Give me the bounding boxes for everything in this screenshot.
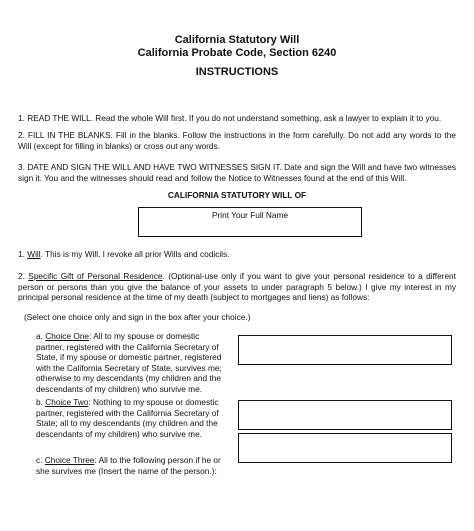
section-residence-number: 2. xyxy=(18,271,25,281)
section-will-number: 1. xyxy=(18,249,25,259)
choice-two-text: : Nothing to my spouse or domestic partner, registered with the California Secretary of State; all to my descendants (my children and the descendants of my children) who survive me. xyxy=(36,397,219,439)
document-title: California Statutory Will xyxy=(174,34,300,46)
choice-three-name-box[interactable] xyxy=(238,433,452,463)
full-name-field[interactable] xyxy=(138,207,362,237)
choice-one-prefix: a. xyxy=(36,331,46,341)
instruction-read: 1. READ THE WILL. Read the whole Will first. If you do not understand something, ask a lawyer to explain it to you. xyxy=(18,113,442,123)
choice-two xyxy=(36,397,228,439)
choice-one xyxy=(36,331,228,395)
choice-two-title: Choice Two xyxy=(45,397,89,407)
choice-three xyxy=(36,455,228,476)
choice-one-text: : All to my spouse or domestic partner, registered with the California Secretary of State, if my spouse or domestic partner, registered with the California Secretary of State, survives me; otherwise to my descendants (my children and the descendants of my children) who survive me. xyxy=(36,331,222,394)
section-will xyxy=(18,249,456,260)
choice-one-signature-box[interactable] xyxy=(238,335,452,365)
instructions-heading: INSTRUCTIONS xyxy=(195,66,279,78)
section-residence xyxy=(18,271,456,303)
will-heading: CALIFORNIA STATUTORY WILL OF xyxy=(167,190,307,200)
instruction-sign: 3. DATE AND SIGN THE WILL AND HAVE TWO WITNESSES SIGN IT. Date and sign the Will and have two witnesses sign it. You and the witnesses should read and follow the Notice to Witnesses found at the end of this Will. xyxy=(18,162,456,183)
instruction-fill: 2. FILL IN THE BLANKS. Fill in the blanks. Follow the instructions in the form carefully. Do not add any words to the Will (except for filling in blanks) or cross out any words. xyxy=(18,130,456,151)
full-name-label: Print Your Full Name xyxy=(211,210,289,220)
choice-one-title: Choice One xyxy=(45,331,90,341)
select-note: (Select one choice only and sign in the box after your choice.) xyxy=(24,312,251,322)
section-will-text: . This is my Will. I revoke all prior Wills and codicils. xyxy=(40,249,230,259)
section-residence-text: . (Optional-use only if you want to give your personal residence to a different person or persons than you give the balance of your assets to under paragraph 5 below.) I give my interest in my principal personal residence at the time of my death (subject to mortgages and liens) as follows: xyxy=(18,271,456,303)
choice-two-signature-box[interactable] xyxy=(238,400,452,430)
section-will-title: Will xyxy=(27,249,41,259)
document-subtitle: California Probate Code, Section 6240 xyxy=(137,47,337,59)
choice-two-prefix: b. xyxy=(36,397,46,407)
choice-three-text: : All to the following person if he or she survives me (Insert the name of the person.): xyxy=(36,455,221,476)
choice-three-title: Choice Three xyxy=(44,455,95,465)
choice-three-prefix: c. xyxy=(36,455,45,465)
section-residence-title: Specific Gift of Personal Residence xyxy=(28,271,163,281)
